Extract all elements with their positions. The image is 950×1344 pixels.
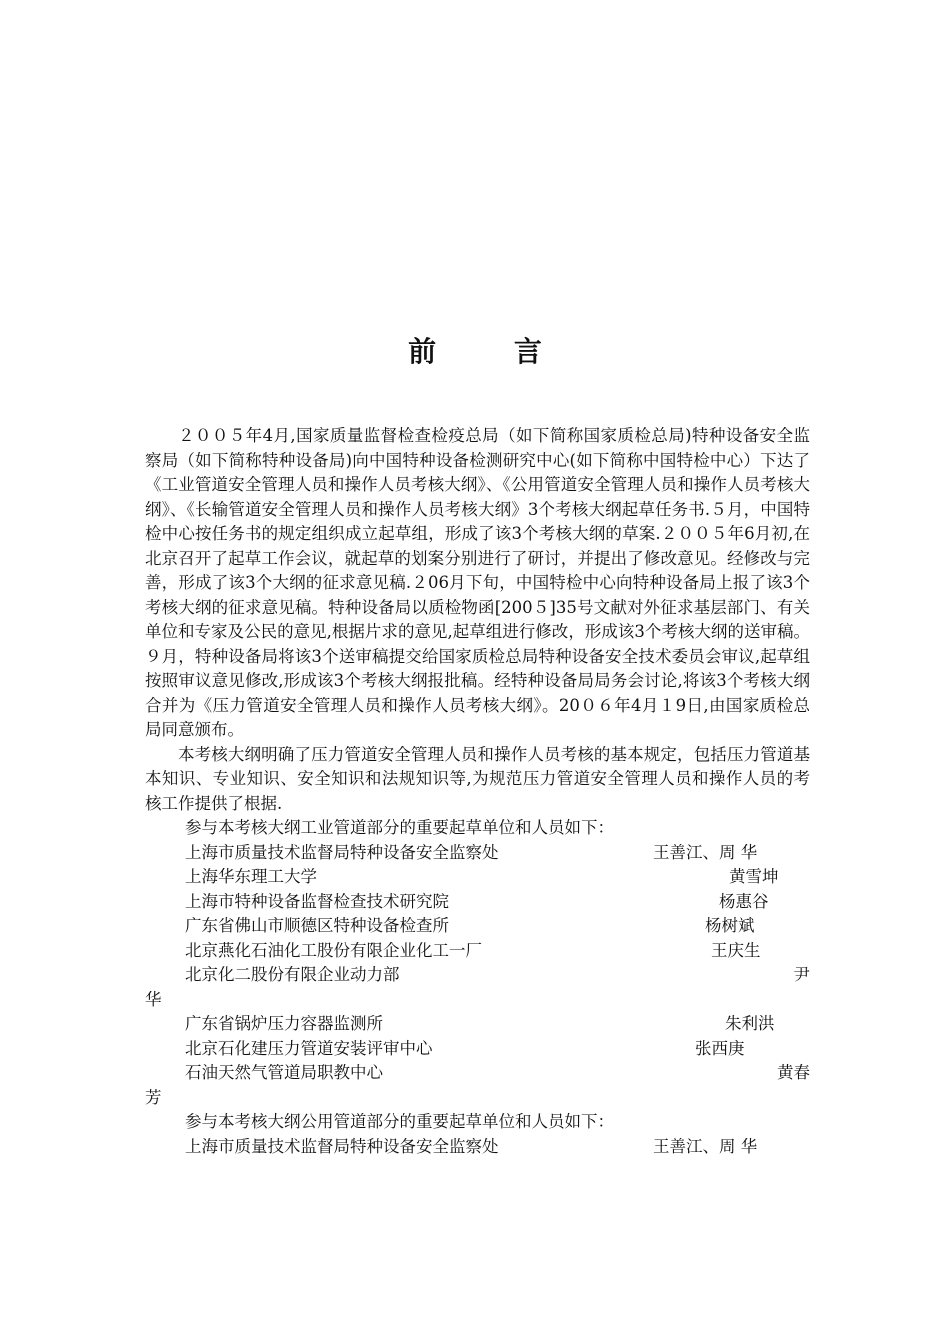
drafter-org: 上海华东理工大学: [185, 867, 317, 886]
drafter-org: 上海市质量技术监督局特种设备安全监察处: [185, 842, 499, 862]
drafter-org: 石油天然气管道局职教中心: [185, 1063, 383, 1082]
drafter-person: 杨树斌: [705, 916, 755, 935]
drafter-person: 杨惠谷: [719, 891, 769, 911]
drafter-org: 上海市质量技术监督局特种设备安全监察处: [185, 1136, 499, 1156]
drafter-person: 张西庚: [695, 1038, 745, 1058]
drafter-org: 北京化二股份有限企业动力部: [185, 965, 400, 984]
drafter-person-continuation: 芳: [145, 1087, 162, 1107]
page-title: 前 言: [408, 335, 576, 368]
drafter-org: 广东省锅炉压力容器监测所: [185, 1014, 383, 1033]
drafter-entry: [145, 914, 810, 939]
paragraph-scope: 本考核大纲明确了压力管道安全管理人员和操作人员考核的基本规定，包括压力管道基本知识、专业知识、安全知识和法规知识等,为规范压力管道安全管理人员和操作人员的考核工作提供了根据.: [145, 744, 810, 813]
drafter-person: 黄春: [777, 1063, 810, 1082]
drafter-person: 黄雪坤: [729, 867, 779, 886]
drafter-entry: [145, 939, 810, 964]
drafter-entry: [145, 1037, 810, 1062]
drafter-entry: [145, 1012, 810, 1037]
paragraph-background: ２００５年4月,国家质量监督检查检疫总局（如下简称国家质检总局)特种设备安全监察局（如下简称特种设备局)向中国特种设备检测研究中心(如下简称中国特检中心）下达了《工业管道安全管理人员和操作人员考核大纲》、《公用管道安全管理人员和操作人员考核大纲》、《长输管道安全管理人员和操作人员考核大纲》3个考核大纲起草任务书.５月，中国特检中心按任务书的规定组织成立起草组，形成了该3个考核大纲的草案.２００５年6月初,在北京召开了起草工作会议，就起草的划案分别进行了研讨，并提出了修改意见。经修改与完善，形成了该3个大纲的征求意见稿.２06月下旬，中国特检中心向特种设备局上报了该3个考核大纲的征求意见稿。特种设备局以质检物函[200５]35号文献对外征求基层部门、有关单位和专家及公民的意见,根据片求的意见,起草组进行修改，形成该3个考核大纲的送审稿。９月，特种设备局将该3个送审稿提交给国家质检总局特种设备安全技术委员会审议,起草组按照审议意见修改,形成该3个考核大纲报批稿。经特种设备局局务会讨论,将该3个考核大纲合并为《压力管道安全管理人员和操作人员考核大纲》。20０６年4月１9日,由国家质检总局同意颁布。: [145, 426, 810, 739]
document-body: [145, 424, 810, 1159]
industrial-drafters-intro: 参与本考核大纲工业管道部分的重要起草单位和人员如下：: [185, 818, 614, 837]
drafter-entry: [145, 890, 810, 915]
drafter-person: 朱利洪: [725, 1014, 775, 1033]
drafter-org: 北京石化建压力管道安装评审中心: [185, 1038, 433, 1058]
drafter-person: 王善江、周 华: [653, 842, 758, 862]
drafter-org: 广东省佛山市顺德区特种设备检查所: [185, 916, 449, 935]
drafter-person: 王庆生: [711, 940, 761, 960]
drafter-entry: [145, 865, 810, 890]
drafter-entry: [145, 1135, 810, 1160]
drafter-org: 上海市特种设备监督检查技术研究院: [185, 891, 449, 911]
drafter-person-continuation: 华: [145, 989, 162, 1009]
drafter-person: 王善江、周 华: [653, 1136, 758, 1156]
drafter-entry: [145, 841, 810, 866]
drafter-entry: [145, 1061, 810, 1110]
drafter-entry: [145, 963, 810, 1012]
drafter-org: 北京燕化石油化工股份有限企业化工一厂: [185, 940, 482, 960]
drafter-person: 尹: [793, 965, 810, 984]
public-drafters-intro: 参与本考核大纲公用管道部分的重要起草单位和人员如下：: [185, 1112, 614, 1131]
